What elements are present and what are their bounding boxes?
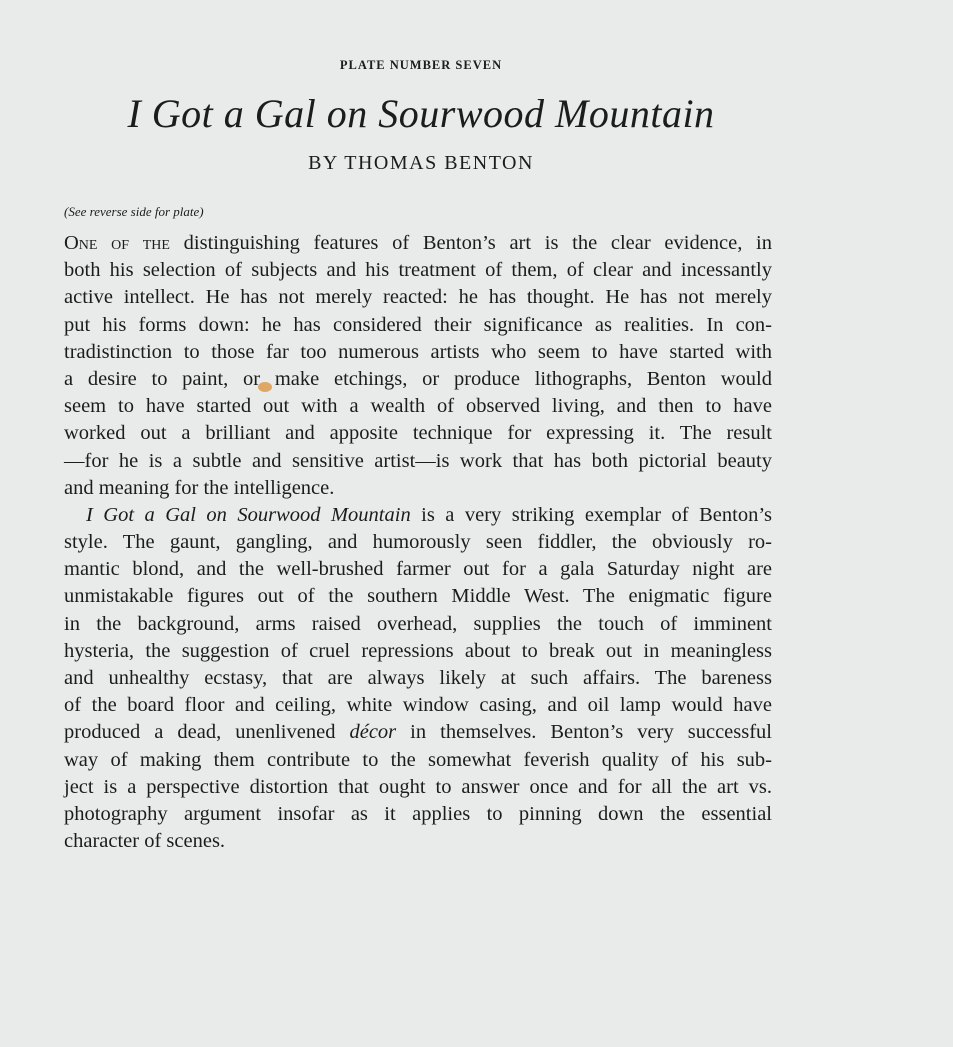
article-title: I Got a Gal on Sourwood Mountain [127, 91, 715, 136]
paragraph-2 [64, 502, 772, 855]
text-line: character of scenes. [64, 830, 226, 853]
text-line: I Got a Gal on Sourwood Mountain is a very striking exemplar of Benton’s [86, 503, 772, 526]
paragraph-1 [64, 230, 772, 502]
text-line: seem to have started out with a wealth of observed living, and then to have [64, 395, 772, 418]
text-line: active intellect. He has not merely reacted: he has thought. He has not merely [64, 286, 772, 309]
text-line: unmistakable figures out of the southern Middle West. The enigmatic figure [64, 585, 772, 608]
text-line: ject is a perspective distortion that ought to answer once and for all the art vs. [64, 775, 772, 798]
text-line: in the background, arms raised overhead, supplies the touch of imminent [64, 612, 772, 635]
text-line: way of making them contribute to the somewhat feverish quality of his sub- [64, 748, 772, 771]
plate-number-label: PLATE NUMBER SEVEN [339, 58, 503, 72]
text-line: produced a dead, unenlivened décor in themselves. Benton’s very successful [64, 721, 772, 744]
text-line: photography argument insofar as it applies to pinning down the essential [64, 802, 772, 825]
text-line: tradistinction to those far too numerous artists who seem to have started with [64, 340, 772, 363]
small-caps-lead: One of the [64, 232, 170, 254]
text-line: style. The gaunt, gangling, and humorously seen fiddler, the obviously ro- [64, 531, 772, 554]
text-line: and unhealthy ecstasy, that are always likely at such affairs. The bareness [64, 667, 772, 689]
byline: BY THOMAS BENTON [308, 152, 534, 174]
text-line: a desire to paint, or make etchings, or produce lithographs, Benton would [64, 367, 772, 390]
text-line: of the board floor and ceiling, white window casing, and oil lamp would have [64, 694, 772, 717]
text-line: One of the distinguishing features of Benton’s art is the clear evidence, in [64, 232, 773, 254]
article-body [64, 230, 772, 855]
text-line: and meaning for the intelligence. [64, 476, 335, 499]
text-line: hysteria, the suggestion of cruel repressions about to break out in meaningless [64, 639, 772, 662]
text-line: —for he is a subtle and sensitive artist—is work that has both pictorial beauty [64, 449, 772, 472]
plate-note: (See reverse side for plate) [64, 204, 204, 219]
text-line: put his forms down: he has considered their significance as realities. In con- [64, 313, 772, 336]
italic-title-ref: I Got a Gal on Sourwood Mountain [86, 503, 411, 526]
text-line: mantic blond, and the well-brushed farmer out for a gala Saturday night are [64, 558, 772, 581]
text-line: both his selection of subjects and his treatment of them, of clear and incessantly [64, 259, 772, 282]
text-line: worked out a brilliant and apposite technique for expressing it. The result [64, 422, 772, 445]
